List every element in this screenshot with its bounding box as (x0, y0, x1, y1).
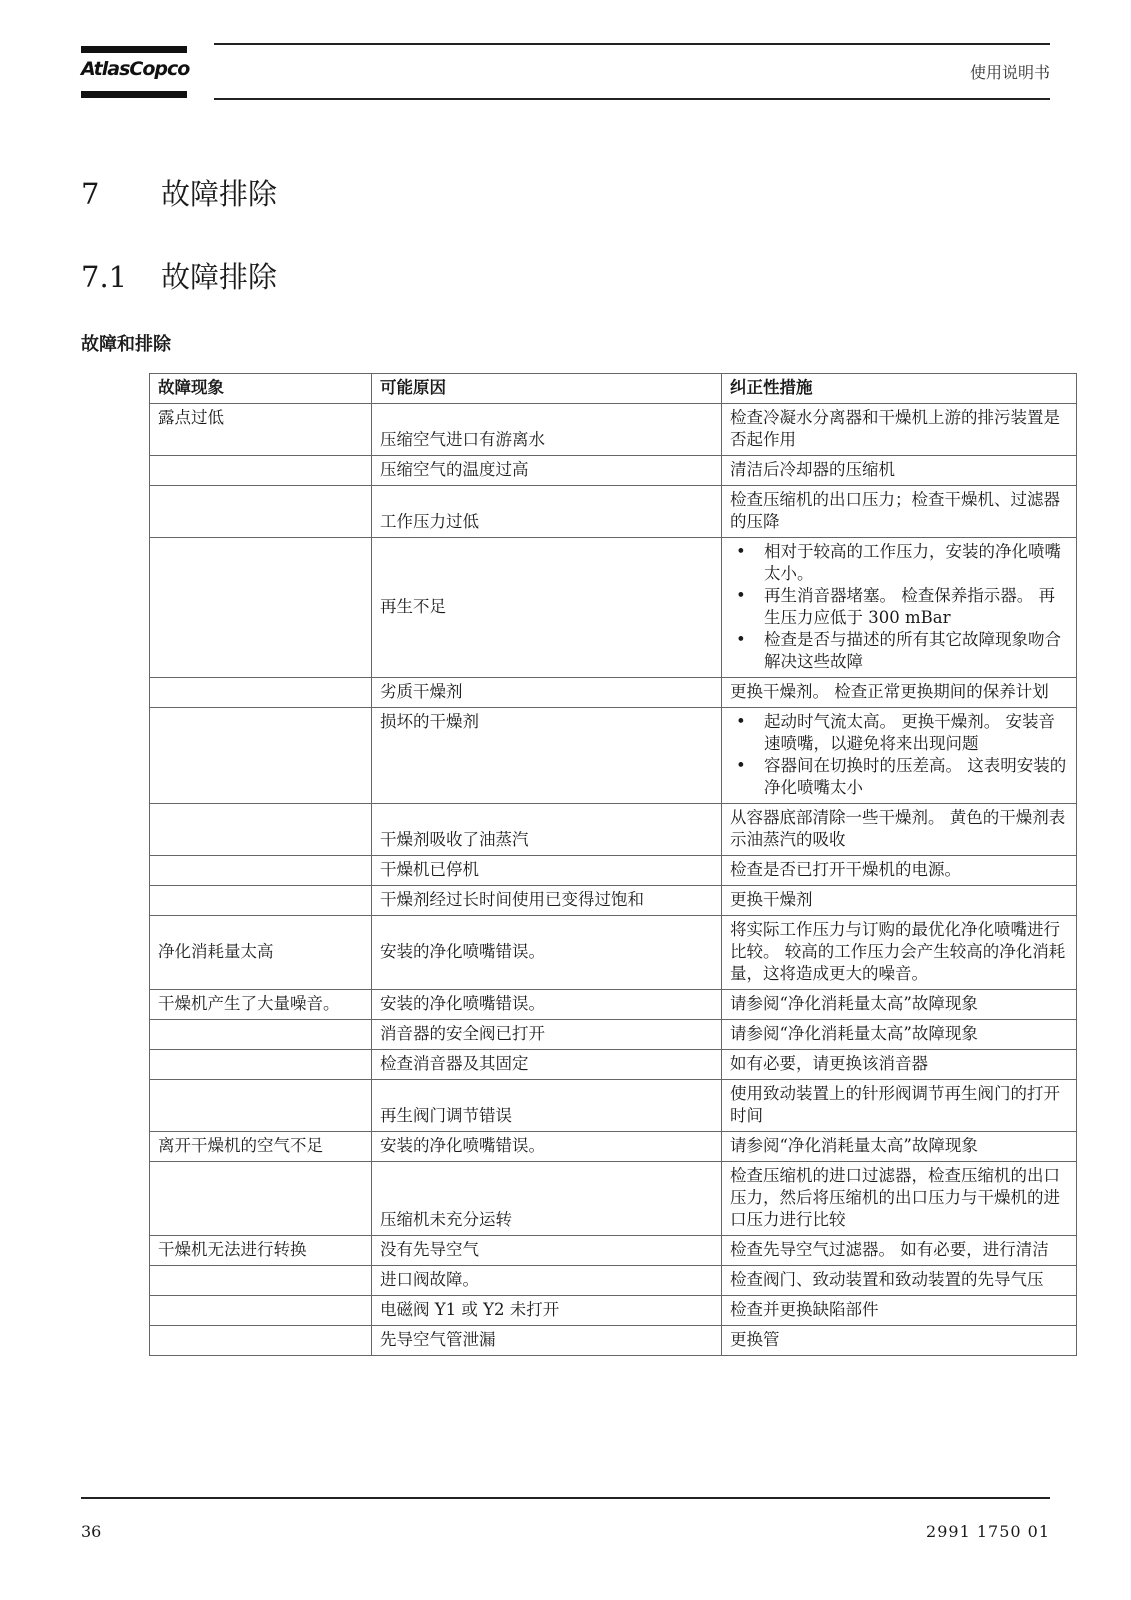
cause-cell: 安装的净化喷嘴错误。 (372, 1132, 722, 1162)
action-bullet: • 容器间在切换时的压差高。 这表明安装的净化喷嘴太小 (764, 755, 1068, 799)
table-row (150, 1296, 1077, 1326)
symptom-cell (150, 886, 372, 916)
action-cell: 检查是否已打开干燥机的电源。 (722, 856, 1077, 886)
cause-cell: 检查消音器及其固定 (372, 1050, 722, 1080)
table-row (150, 804, 1077, 856)
cause-cell: 压缩机未充分运转 (372, 1162, 722, 1236)
table-row (150, 404, 1077, 456)
symptom-cell (150, 1266, 372, 1296)
action-cell: 检查冷凝水分离器和干燥机上游的排污装置是否起作用 (722, 404, 1077, 456)
cause-cell: 消音器的安全阀已打开 (372, 1020, 722, 1050)
action-cell: 检查先导空气过滤器。 如有必要，进行清洁 (722, 1236, 1077, 1266)
table-row (150, 1162, 1077, 1236)
symptom-cell: 露点过低 (150, 404, 372, 456)
header-rule-top (214, 43, 1050, 45)
section-title: 故障排除 (161, 177, 278, 211)
action-cell: 检查压缩机的出口压力；检查干燥机、过滤器的压降 (722, 486, 1077, 538)
cause-cell: 干燥剂吸收了油蒸汽 (372, 804, 722, 856)
header-rule-bottom (214, 98, 1050, 100)
symptom-cell (150, 1326, 372, 1356)
action-cell: 检查压缩机的进口过滤器，检查压缩机的出口压力，然后将压缩机的出口压力与干燥机的进口压力进行比较 (722, 1162, 1077, 1236)
table-row (150, 1020, 1077, 1050)
cause-cell: 干燥机已停机 (372, 856, 722, 886)
action-cell: 请参阅“净化消耗量太高”故障现象 (722, 1020, 1077, 1050)
logo-bar-bottom (81, 91, 187, 98)
cause-cell: 进口阀故障。 (372, 1266, 722, 1296)
cause-cell: 再生阀门调节错误 (372, 1080, 722, 1132)
table-title: 故障和排除 (81, 334, 171, 355)
table-row (150, 1050, 1077, 1080)
cause-cell: 先导空气管泄漏 (372, 1326, 722, 1356)
action-bullet: • 再生消音器堵塞。 检查保养指示器。 再生压力应低于 300 mBar (764, 585, 1068, 629)
table-row (150, 856, 1077, 886)
table-row (150, 678, 1077, 708)
table-row (150, 886, 1077, 916)
action-bullet: • 相对于较高的工作压力，安装的净化喷嘴太小。 (764, 541, 1068, 585)
logo-bar-top (81, 46, 187, 53)
cause-cell: 再生不足 (372, 538, 722, 678)
action-cell: 检查并更换缺陷部件 (722, 1296, 1077, 1326)
symptom-cell: 净化消耗量太高 (150, 916, 372, 990)
table-row (150, 1236, 1077, 1266)
manual-title: 使用说明书 (969, 63, 1050, 82)
symptom-cell (150, 486, 372, 538)
cause-cell: 安装的净化喷嘴错误。 (372, 990, 722, 1020)
subsection-heading (81, 255, 277, 296)
footer-rule (81, 1497, 1050, 1499)
action-bullet-list (730, 711, 1068, 799)
action-bullet: • 起动时气流太高。 更换干燥剂。 安装音速喷嘴，以避免将来出现问题 (764, 711, 1068, 755)
table-row (150, 990, 1077, 1020)
table-row (150, 916, 1077, 990)
action-cell: 将实际工作压力与订购的最优化净化喷嘴进行比较。 较高的工作压力会产生较高的净化消耗量，这将造成更大的噪音。 (722, 916, 1077, 990)
action-cell (722, 538, 1077, 678)
action-bullet: • 检查是否与描述的所有其它故障现象吻合 解决这些故障 (764, 629, 1068, 673)
logo-text: AtlasCopco (81, 58, 190, 80)
action-cell: 更换干燥剂。 检查正常更换期间的保养计划 (722, 678, 1077, 708)
section-heading (81, 172, 277, 213)
table-row (150, 456, 1077, 486)
action-cell: 检查阀门、致动装置和致动装置的先导气压 (722, 1266, 1077, 1296)
symptom-cell (150, 456, 372, 486)
action-cell: 从容器底部清除一些干燥剂。 黄色的干燥剂表示油蒸汽的吸收 (722, 804, 1077, 856)
symptom-cell (150, 1296, 372, 1326)
subsection-number: 7.1 (81, 260, 128, 294)
action-cell: 请参阅“净化消耗量太高”故障现象 (722, 1132, 1077, 1162)
section-number: 7 (81, 177, 100, 211)
symptom-cell (150, 856, 372, 886)
action-cell: 如有必要，请更换该消音器 (722, 1050, 1077, 1080)
page-number: 36 (81, 1522, 102, 1541)
table-row (150, 486, 1077, 538)
table-row (150, 708, 1077, 804)
symptom-cell (150, 1020, 372, 1050)
symptom-cell (150, 1080, 372, 1132)
symptom-cell (150, 1050, 372, 1080)
troubleshooting-table (149, 373, 1077, 1356)
table-row (150, 1080, 1077, 1132)
header-action: 纠正性措施 (722, 374, 1077, 404)
cause-cell: 安装的净化喷嘴错误。 (372, 916, 722, 990)
symptom-cell: 离开干燥机的空气不足 (150, 1132, 372, 1162)
subsection-title: 故障排除 (161, 260, 278, 294)
cause-cell: 压缩空气进口有游离水 (372, 404, 722, 456)
header-cause: 可能原因 (372, 374, 722, 404)
cause-cell: 损坏的干燥剂 (372, 708, 722, 804)
symptom-cell (150, 804, 372, 856)
cause-cell: 没有先导空气 (372, 1236, 722, 1266)
table-row (150, 1132, 1077, 1162)
table-header-row (150, 374, 1077, 404)
cause-cell: 电磁阀 Y1 或 Y2 未打开 (372, 1296, 722, 1326)
cause-cell: 压缩空气的温度过高 (372, 456, 722, 486)
document-number: 2991 1750 01 (926, 1522, 1050, 1541)
action-cell: 更换干燥剂 (722, 886, 1077, 916)
action-cell: 使用致动装置上的针形阀调节再生阀门的打开时间 (722, 1080, 1077, 1132)
cause-cell: 劣质干燥剂 (372, 678, 722, 708)
symptom-cell: 干燥机产生了大量噪音。 (150, 990, 372, 1020)
cause-cell: 干燥剂经过长时间使用已变得过饱和 (372, 886, 722, 916)
action-cell (722, 708, 1077, 804)
symptom-cell (150, 1162, 372, 1236)
symptom-cell (150, 678, 372, 708)
action-cell: 请参阅“净化消耗量太高”故障现象 (722, 990, 1077, 1020)
cause-cell: 工作压力过低 (372, 486, 722, 538)
table-row (150, 1266, 1077, 1296)
symptom-cell: 干燥机无法进行转换 (150, 1236, 372, 1266)
action-cell: 更换管 (722, 1326, 1077, 1356)
symptom-cell (150, 708, 372, 804)
table-row (150, 1326, 1077, 1356)
atlas-copco-logo (81, 46, 190, 98)
action-bullet-list (730, 541, 1068, 673)
header-symptom: 故障现象 (150, 374, 372, 404)
table-row (150, 538, 1077, 678)
action-cell: 清洁后冷却器的压缩机 (722, 456, 1077, 486)
symptom-cell (150, 538, 372, 678)
